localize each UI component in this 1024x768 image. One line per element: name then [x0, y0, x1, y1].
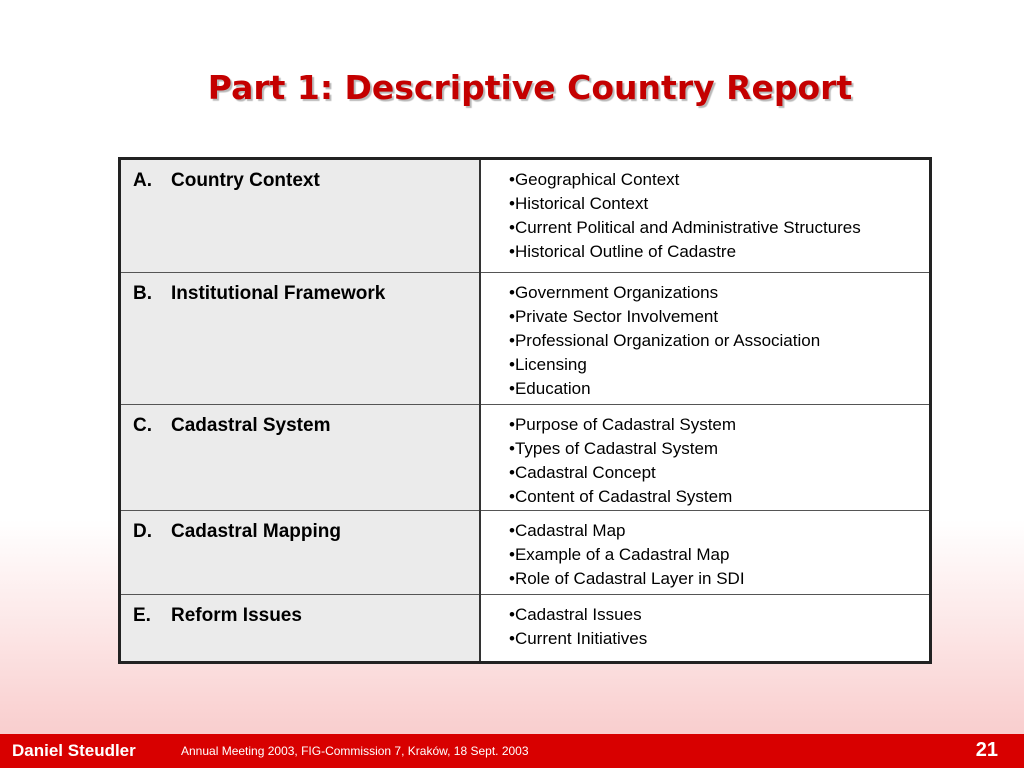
- list-item: •Types of Cadastral System: [509, 439, 719, 458]
- table-row: [120, 511, 931, 595]
- topic-list: [481, 511, 929, 591]
- section-letter: B.: [133, 283, 152, 304]
- topics-cell: [480, 511, 931, 595]
- list-item: •Current Initiatives: [509, 629, 648, 648]
- section-heading: [121, 595, 479, 627]
- topics-cell: [480, 159, 931, 273]
- section-heading: [121, 511, 479, 543]
- list-item: •Content of Cadastral System: [509, 487, 733, 506]
- topic-list: [481, 273, 929, 401]
- section-title: Country Context: [171, 170, 320, 191]
- topics-cell: [480, 273, 931, 405]
- slide-title: Part 1: Descriptive Country Report: [207, 68, 853, 107]
- list-item: •Role of Cadastral Layer in SDI: [509, 569, 745, 588]
- table-row: [120, 273, 931, 405]
- topic-list: [481, 405, 929, 509]
- list-item: •Cadastral Issues: [509, 605, 642, 624]
- topic-list: [481, 160, 929, 264]
- list-item: •Cadastral Map: [509, 521, 626, 540]
- topic-list: [481, 595, 929, 651]
- section-letter: E.: [133, 605, 151, 626]
- list-item: •Historical Outline of Cadastre: [509, 242, 737, 261]
- section-letter: C.: [133, 415, 152, 436]
- report-outline-table: [118, 157, 932, 664]
- section-cell: [120, 273, 481, 405]
- section-cell: [120, 511, 481, 595]
- topics-cell: [480, 595, 931, 663]
- list-item: •Example of a Cadastral Map: [509, 545, 730, 564]
- section-title: Cadastral System: [171, 415, 331, 436]
- list-item: •Government Organizations: [509, 283, 719, 302]
- section-heading: [121, 273, 479, 305]
- section-letter: D.: [133, 521, 152, 542]
- list-item: •Geographical Context: [509, 170, 680, 189]
- section-cell: [120, 595, 481, 663]
- list-item: •Current Political and Administrative Structures: [509, 218, 861, 237]
- table-row: [120, 405, 931, 511]
- section-letter: A.: [133, 170, 152, 191]
- list-item: •Purpose of Cadastral System: [509, 415, 737, 434]
- footer-meeting-info: Annual Meeting 2003, FIG-Commission 7, Kraków, 18 Sept. 2003: [181, 744, 529, 758]
- list-item: •Historical Context: [509, 194, 649, 213]
- footer-bar: [0, 734, 1024, 768]
- section-title: Reform Issues: [171, 605, 302, 626]
- topics-cell: [480, 405, 931, 511]
- section-title: Cadastral Mapping: [171, 521, 341, 542]
- section-heading: [121, 405, 479, 437]
- footer-author: Daniel Steudler: [12, 741, 136, 760]
- list-item: •Education: [509, 379, 591, 398]
- table-row: [120, 159, 931, 273]
- section-title: Institutional Framework: [171, 283, 386, 304]
- list-item: •Professional Organization or Association: [509, 331, 821, 350]
- list-item: •Licensing: [509, 355, 587, 374]
- table-row: [120, 595, 931, 663]
- section-heading: [121, 160, 479, 192]
- list-item: •Cadastral Concept: [509, 463, 656, 482]
- list-item: •Private Sector Involvement: [509, 307, 719, 326]
- section-cell: [120, 405, 481, 511]
- page-number: 21: [975, 739, 998, 761]
- section-cell: [120, 159, 481, 273]
